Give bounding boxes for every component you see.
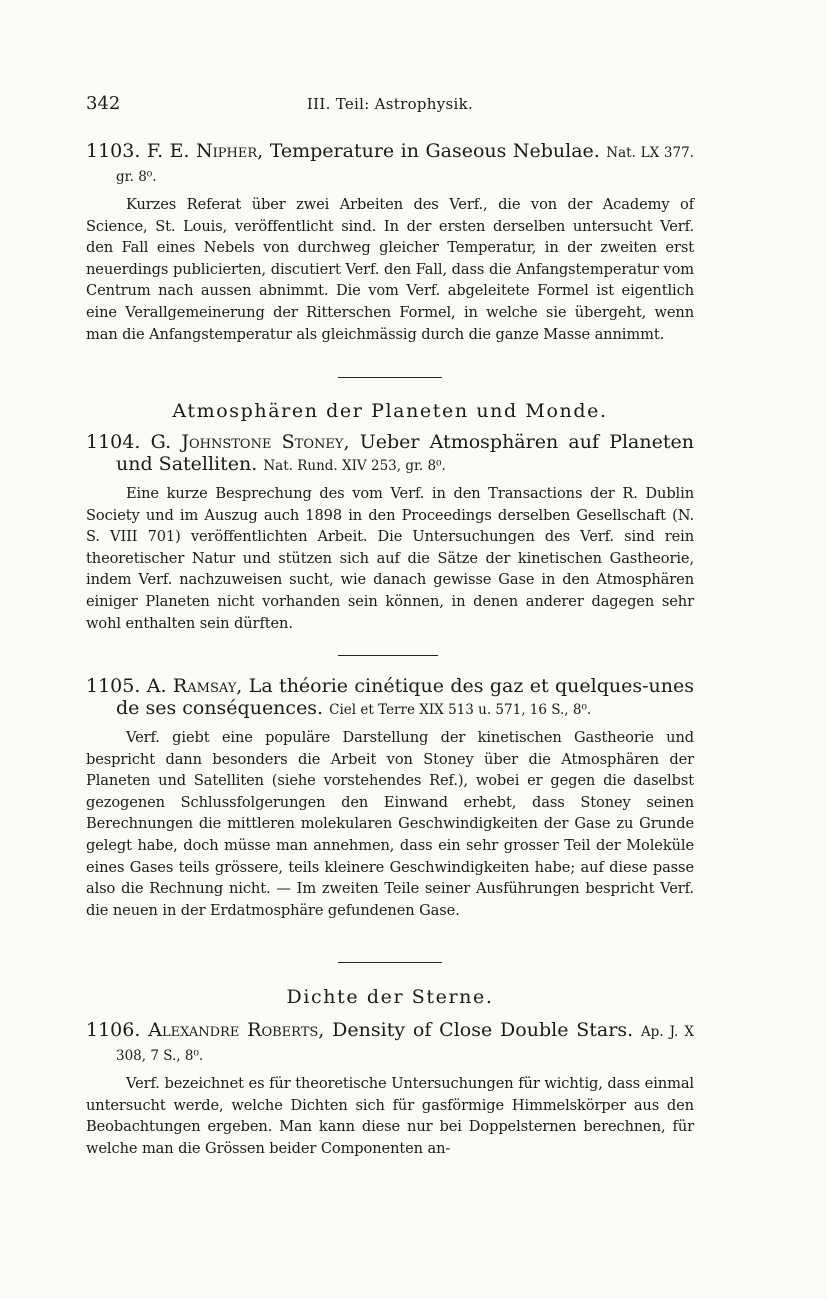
entry-author: A. Ramsay, (146, 675, 243, 697)
entry-body: Verf. giebt eine populäre Darstellung der kinetischen Gastheorie und bespricht dann besonders die Arbeit von Stoney über die Atmosphären der Planeten und Satelliten (siehe vorstehendes Ref.), wobei er gegen die daselbst gezogenen Schlussfolgerungen den Einwand erhebt, dass Stoney seinen Berechnungen die mittleren molekularen Geschwindigkeiten der Gase zu Grunde gelegt habe, doch müsse man annehmen, dass ein sehr grosser Teil der Moleküle eines Gases teils grössere, teils kleinere Geschwindigkeiten habe; auf diese passe also die Rechnung nicht. — Im zweiten Teile seiner Ausführungen bespricht Verf. die neuen in der Erdatmosphäre gefundenen Gase. (86, 729, 694, 919)
entry-heading: Density of Close Double Stars. (332, 1019, 634, 1041)
entry-title (86, 675, 694, 721)
divider (338, 377, 442, 378)
entry-heading: Temperature in Gaseous Nebulae. (269, 140, 600, 162)
entry-number: 1106. (86, 1019, 141, 1041)
entry-1105 (86, 675, 694, 921)
entry-heading: La théorie cinétique des gaz et quelques-unes de ses conséquences. (116, 675, 695, 719)
entry-1104 (86, 431, 694, 634)
entry-title (86, 431, 694, 477)
entry-title (86, 140, 694, 188)
entry-body: Kurzes Referat über zwei Arbeiten des Verf., die von der Academy of Science, St. Louis, veröffentlicht sind. In der ersten derselben untersucht Verf. den Fall eines Nebels von durchweg gleicher Temperatur, in der zweiten erst neuerdings publicierten, discutiert Verf. den Fall, dass die Anfangstemperatur vom Centrum nach aussen abnimmt. Die vom Verf. abgeleitete Formel ist eigentlich eine Verallgemeinerung der Ritterschen Formel, in welche sie übergeht, wenn man die Anfangstemperatur als gleichmässig durch die ganze Masse annimmt. (86, 196, 694, 343)
entry-title (86, 1019, 694, 1067)
entry-1103 (86, 140, 694, 345)
entry-source: Nat. LX 377. gr. 8⁰. (116, 145, 694, 185)
entry-author: G. Johnstone Stoney, (150, 431, 350, 453)
entry-author: Alexandre Roberts, (148, 1019, 325, 1041)
entry-source: Ciel et Terre XIX 513 u. 571, 16 S., 8⁰. (329, 702, 592, 718)
running-title: III. Teil: Astrophysik. (306, 95, 474, 113)
page-number: 342 (86, 93, 121, 114)
entry-1106 (86, 1019, 694, 1159)
divider (338, 962, 442, 963)
entry-number: 1103. (86, 140, 141, 162)
entry-author: F. E. Nipher, (146, 140, 264, 162)
section-heading: Atmosphären der Planeten und Monde. (172, 400, 608, 422)
entry-source: Ap. J. X 308, 7 S., 8⁰. (116, 1024, 695, 1064)
entry-body: Verf. bezeichnet es für theoretische Untersuchungen für wichtig, dass einmal untersucht werde, welche Dichten sich für gasförmige Himmelskörper aus den Beobachtungen ergeben. Man kann diese nur bei Doppelsternen berechnen, für welche man die Grössen beider Componenten an- (86, 1075, 694, 1157)
divider (338, 655, 438, 656)
entry-heading: Ueber Atmosphären auf Planeten und Satelliten. (116, 431, 694, 475)
entry-number: 1104. (86, 431, 141, 453)
page-header (86, 93, 694, 117)
entry-source: Nat. Rund. XIV 253, gr. 8⁰. (263, 458, 446, 474)
entry-body: Eine kurze Besprechung des vom Verf. in den Transactions der R. Dublin Society und im Auszug auch 1898 in den Proceedings derselben Gesellschaft (N. S. VIII 701) veröffentlichten Arbeit. Die Untersuchungen des Verf. sind rein theoretischer Natur und stützen sich auf die Sätze der kinetischen Gastheorie, indem Verf. nachzuweisen sucht, wie danach gewisse Gase in den Atmosphären einiger Planeten nicht vorhanden sein können, in denen anderer dagegen sehr wohl enthalten sein dürften. (86, 485, 694, 632)
entry-number: 1105. (86, 675, 141, 697)
section-heading: Dichte der Sterne. (286, 986, 494, 1008)
